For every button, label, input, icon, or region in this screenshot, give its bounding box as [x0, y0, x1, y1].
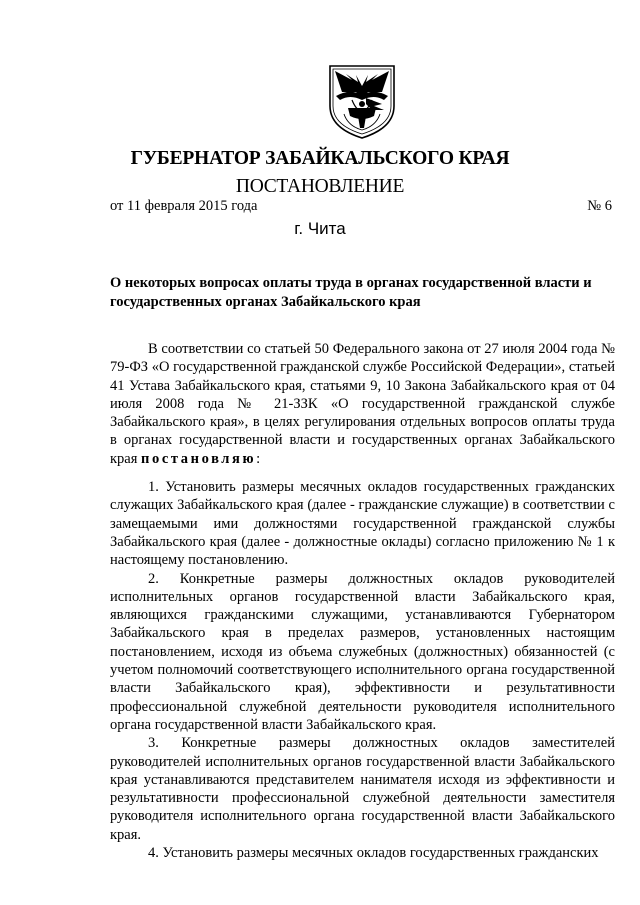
- coat-of-arms-emblem: [322, 62, 402, 140]
- preamble-paragraph: [110, 340, 615, 468]
- authority-title: ГУБЕРНАТОР ЗАБАЙКАЛЬСКОГО КРАЯ: [130, 148, 510, 169]
- document-subject: О некоторых вопросах оплаты труда в органах государственной власти и государственных органах Забайкальского края: [110, 275, 592, 310]
- preamble-text: В соответствии со статьей 50 Федерального закона от 27 июля 2004 года № 79-ФЗ «О государственной гражданской службе Российской Федерации», статьей 41 Устава Забайкальского края, статьями 9, 10 Закона Забайкальского края от 04 июля 2008 года № 21-ЗЗК «О государственной гражданской службе Забайкальского края», в целях регулирования отдельных вопросов оплаты труда в органах государственной власти и государственных органах Забайкальского края: [110, 341, 615, 467]
- paragraph-3: 3. Конкретные размеры должностных окладов заместителей руководителей исполнительных органов государственной власти Забайкальского края устанавливаются представителем нанимателя исходя из эффективности и результативности профессиональной служебной деятельности заместителя руководителя исполнительного органа государственной власти Забайкальского края.: [110, 735, 615, 843]
- decree-word: постановляю: [141, 450, 257, 467]
- paragraph-1: 1. Установить размеры месячных окладов государственных гражданских служащих Забайкальского края (далее - гражданские служащие) в соответствии с замещаемыми ими должностями государственной гражданской службы Забайкальского края (далее - должностные оклады) согласно приложению № 1 к настоящему постановлению.: [110, 479, 615, 569]
- document-type: ПОСТАНОВЛЕНИЕ: [235, 176, 405, 197]
- document-city: г. Чита: [294, 219, 346, 238]
- zabaikalsky-krai-coat-of-arms-icon: [322, 62, 402, 140]
- paragraph-2: 2. Конкретные размеры должностных окладов руководителей исполнительных органов государственной власти Забайкальского края, являющихся гражданскими служащими, устанавливаются Губернатором Забайкальского края в пределах размеров, установленных настоящим постановлением, исходя из объема служебных (должностных) обязанностей (с учетом полномочий соответствующего исполнительного органа государственной власти Забайкальского края), эффективности и результативности профессиональной служебной деятельности руководителя исполнительного органа государственной власти Забайкальского края.: [110, 570, 615, 733]
- decree-suffix: :: [256, 450, 261, 467]
- document-date: от 11 февраля 2015 года: [110, 198, 258, 214]
- document-number: № 6: [587, 198, 612, 214]
- document-body: [110, 340, 615, 862]
- paragraph-4: 4. Установить размеры месячных окладов государственных гражданских: [148, 845, 599, 862]
